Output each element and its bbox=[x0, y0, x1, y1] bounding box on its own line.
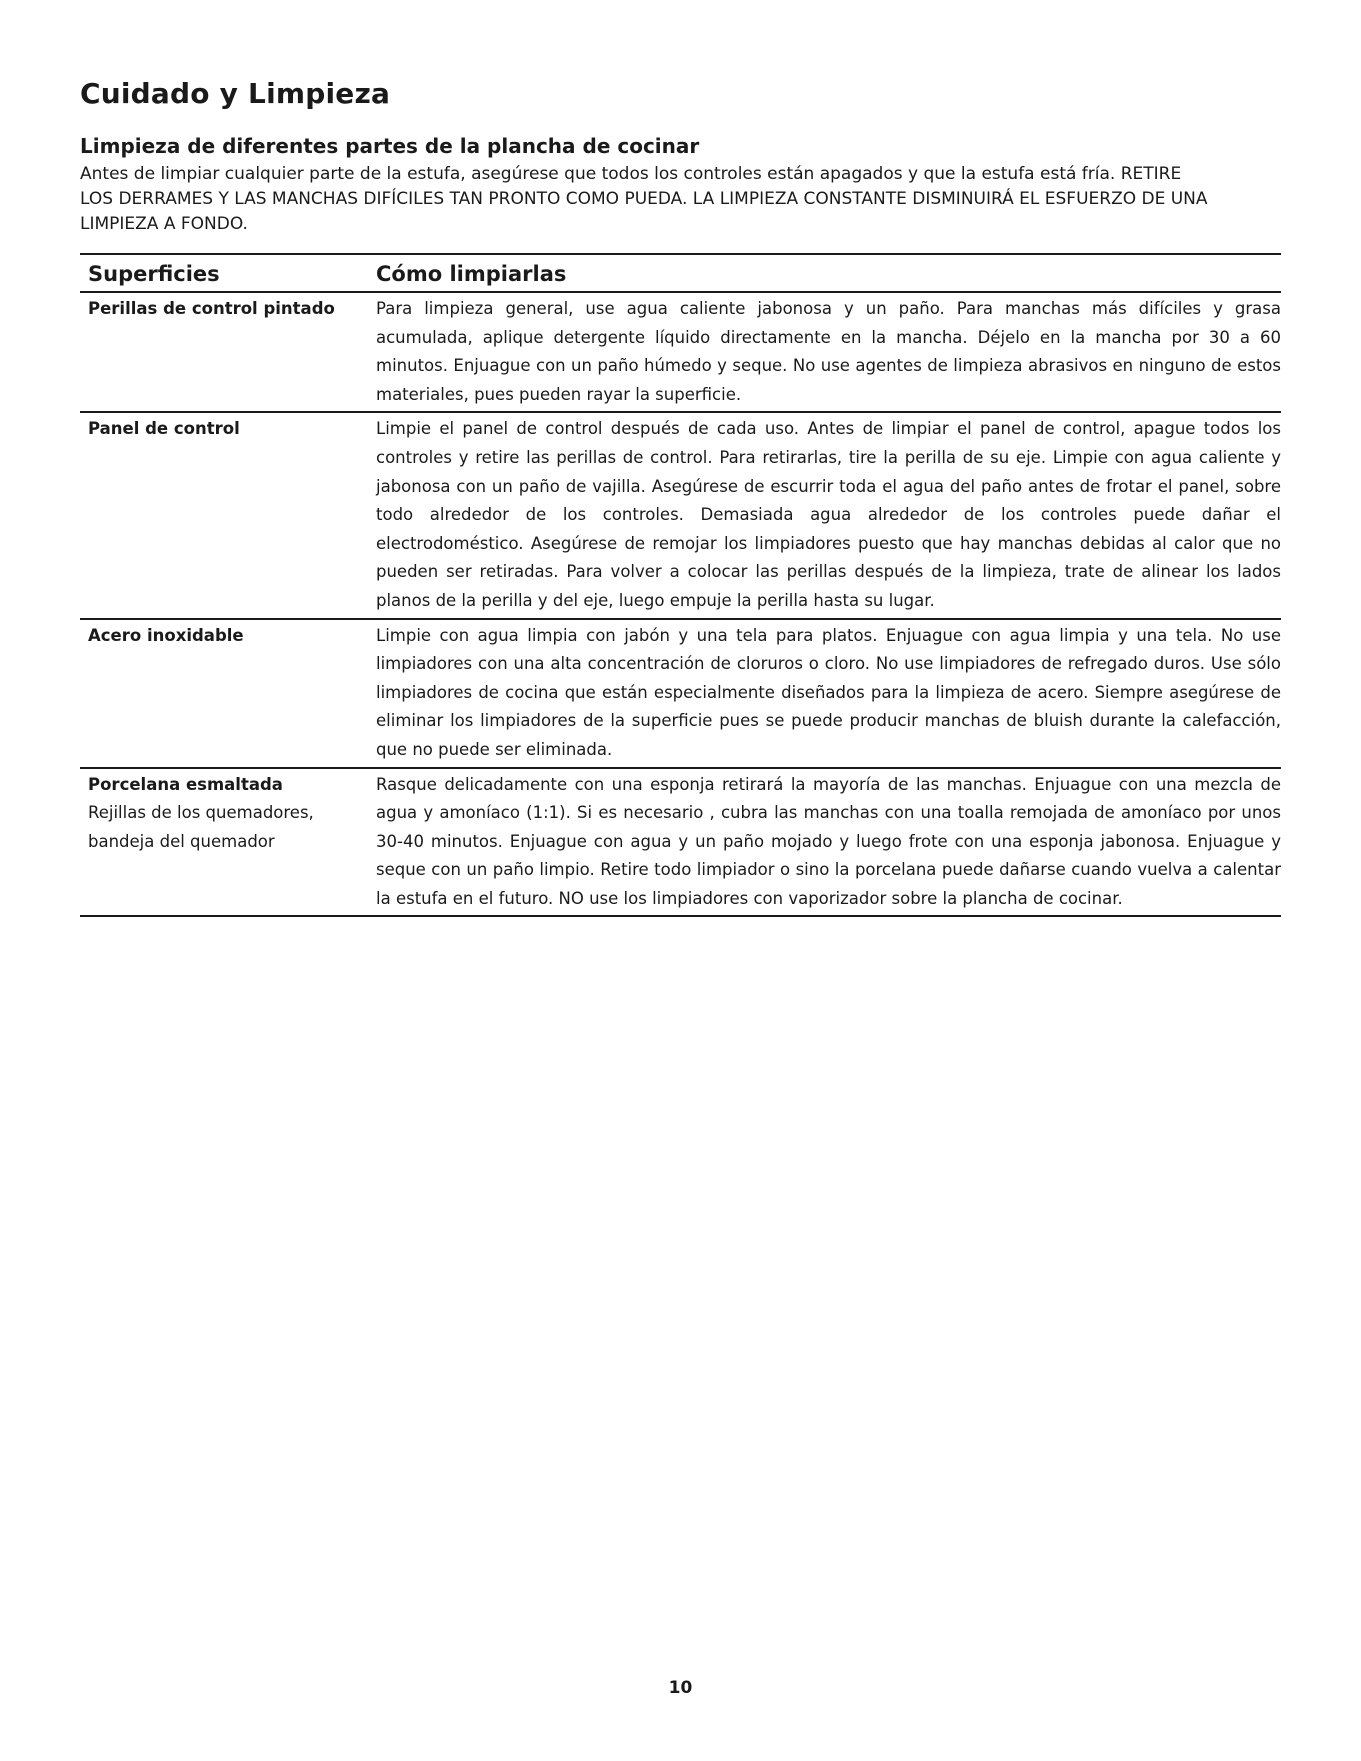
section-title: Limpieza de diferentes partes de la plancha de cocinar bbox=[80, 134, 700, 158]
table-row bbox=[80, 412, 1281, 618]
page-title: Cuidado y Limpieza bbox=[80, 77, 391, 110]
surface-cell: Acero inoxidable bbox=[80, 619, 376, 768]
surface-name: Porcelana esmaltada bbox=[88, 774, 283, 794]
table-header-row bbox=[80, 254, 1281, 292]
table-row bbox=[80, 768, 1281, 917]
surface-cell bbox=[80, 768, 376, 917]
header-how-to-clean: Cómo limpiarlas bbox=[376, 254, 1281, 292]
surface-subitem: Rejillas de los quemadores, bbox=[88, 803, 314, 823]
surface-cell: Panel de control bbox=[80, 412, 376, 618]
instructions-cell: Limpie el panel de control después de cada uso. Antes de limpiar el panel de control, apague todos los controles y retire las perillas de control. Para retirarlas, tire la perilla de su eje. Limpie con agua caliente y jabonosa con un paño de vajilla. Asegúrese de escurrir toda el agua del paño antes de frotar el panel, sobre todo alrededor de los controles. Demasiada agua alrededor de los controles puede dañar el electrodoméstico. Asegúrese de remojar los limpiadores puesto que hay manchas debidas al calor que no pueden ser retiradas. Para volver a colocar las perillas después de la limpieza, trate de alinear los lados planos de la perilla y del eje, luego empuje la perilla hasta su lugar. bbox=[376, 412, 1281, 618]
cleaning-table bbox=[80, 253, 1281, 917]
document-page bbox=[80, 78, 1281, 917]
table-row bbox=[80, 292, 1281, 412]
section-intro: Antes de limpiar cualquier parte de la estufa, asegúrese que todos los controles están apagados y que la estufa está fría. RETIRE LOS DERRAMES Y LAS MANCHAS DIFÍCILES TAN PRONTO COMO PUEDA. LA LIMPIEZA CONSTANTE DISMINUIRÁ EL ESFUERZO DE UNA LIMPIEZA A FONDO. bbox=[80, 164, 1208, 234]
surface-cell: Perillas de control pintado bbox=[88, 299, 335, 318]
header-surfaces: Superficies bbox=[80, 254, 376, 292]
instructions-cell: Limpie con agua limpia con jabón y una tela para platos. Enjuague con agua limpia y una tela. No use limpiadores con una alta concentración de cloruros o cloro. No use limpiadores de refregado duros. Use sólo limpiadores de cocina que están especialmente diseñados para la limpieza de acero. Siempre asegúrese de eliminar los limpiadores de la superficie pues se puede producir manchas de bluish durante la calefacción, que no puede ser eliminada. bbox=[376, 619, 1281, 768]
table-row bbox=[80, 619, 1281, 768]
instructions-cell: Rasque delicadamente con una esponja retirará la mayoría de las manchas. Enjuague con una mezcla de agua y amoníaco (1:1). Si es necesario , cubra las manchas con una toalla remojada de amoníaco por unos 30-40 minutos. Enjuague con agua y un paño mojado y luego frote con una esponja jabonosa. Enjuague y seque con un paño limpio. Retire todo limpiador o sino la porcelana puede dañarse cuando vuelva a calentar la estufa en el futuro. NO use los limpiadores con vaporizador sobre la plancha de cocinar. bbox=[376, 768, 1281, 917]
instructions-cell: Para limpieza general, use agua caliente jabonosa y un paño. Para manchas más difíciles y grasa acumulada, aplique detergente líquido directamente en la mancha. Déjelo en la mancha por 30 a 60 minutos. Enjuague con un paño húmedo y seque. No use agentes de limpieza abrasivos en ninguno de estos materiales, pues pueden rayar la superficie. bbox=[376, 299, 1281, 404]
page-number: 10 bbox=[668, 1678, 693, 1698]
surface-subitem: bandeja del quemador bbox=[88, 831, 275, 851]
